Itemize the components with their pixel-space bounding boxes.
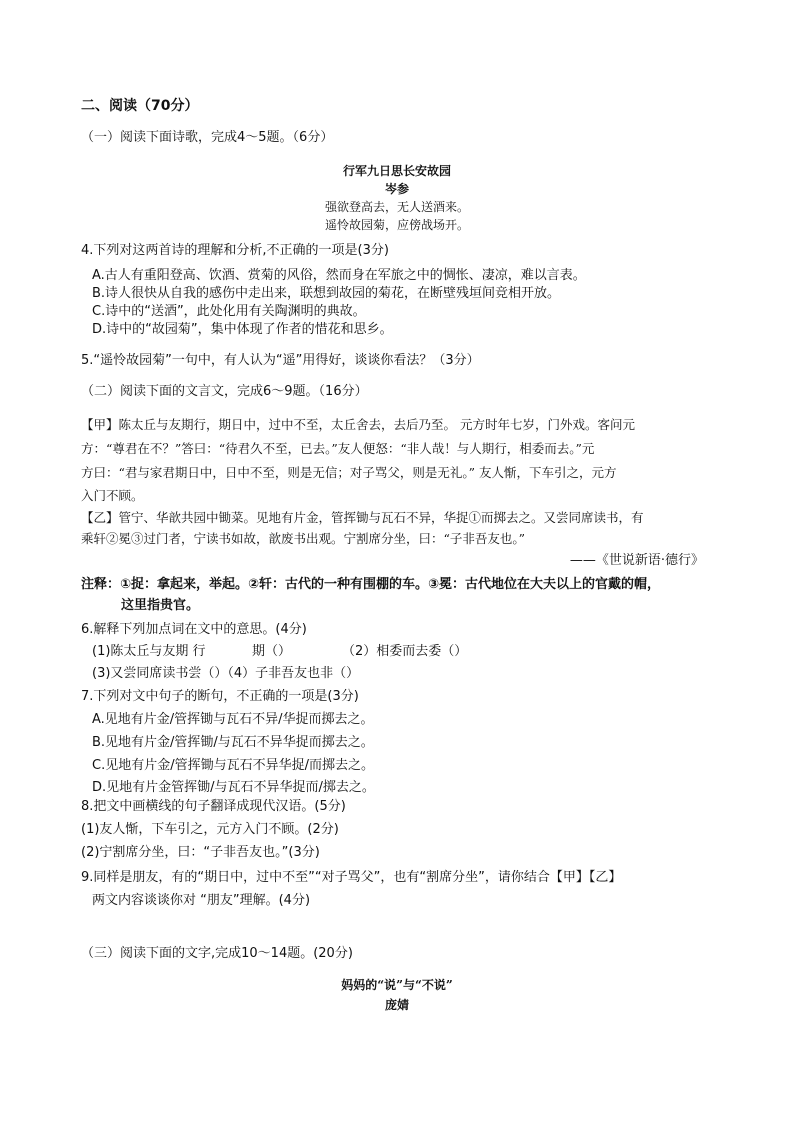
essay-title: 妈妈的“说”与“不说” — [341, 978, 453, 992]
jia-line-4: 入门不顾。 — [81, 488, 144, 503]
q8-item-1: (1)友人惭，下车引之，元方入门不顾。(2分) — [81, 822, 339, 837]
q8-stem: 8.把文中画横线的句子翻译成现代汉语。(5分) — [81, 799, 346, 814]
q7-option-b: B.见地有片金/管挥锄/与瓦石不异华捉而掷去之。 — [92, 735, 374, 750]
poem-line-2: 遥怜故园菊，应傍战场开。 — [324, 218, 469, 232]
q6-item-1: (1)陈太丘与友期 行 — [92, 644, 206, 659]
q4-option-d: D.诗中的“故园菊”，集中体现了作者的惜花和思乡。 — [92, 322, 393, 337]
q8-item-2: (2)宁割席分坐，曰：“子非吾友也。”(3分) — [81, 845, 320, 860]
notes-line-1: 注释：①捉：拿起来，举起。②轩：古代的一种有围棚的车。③冕：古代地位在大夫以上的官戴的帽， — [81, 577, 661, 592]
poem-title: 行军九日思长安故园 — [342, 164, 451, 178]
q4-stem: 4.下列对这两首诗的理解和分析,不正确的一项是(3分) — [81, 243, 389, 258]
q4-option-a: A.古人有重阳登高、饮酒、赏菊的风俗，然而身在军旅之中的惆怅、凄凉，难以言表。 — [92, 268, 586, 283]
q9-line-1: 9.同样是朋友，有的“期日中，过中不至”“对子骂父”，也有“割席分坐”，请你结合【甲】【乙】 — [81, 870, 622, 885]
q7-option-a: A.见地有片金/管挥锄与瓦石不异/华捉而掷去之。 — [92, 712, 374, 727]
part1-intro: （一）阅读下面诗歌，完成4～5题。（6分） — [81, 130, 334, 145]
q6-items-3-4: (3)又尝同席读书尝（）（4）子非吾友也非（） — [92, 666, 360, 681]
q4-option-b: B.诗人很快从自我的感伤中走出来，联想到故园的菊花，在断壁残垣间竞相开放。 — [92, 286, 561, 301]
q6-item-1-blank: 期（） — [252, 644, 292, 659]
essay-author: 庞婧 — [384, 998, 409, 1012]
q7-stem: 7.下列对文中句子的断句，不正确的一项是(3分) — [81, 689, 359, 704]
notes-line-2: 这里指贵官。 — [121, 598, 200, 613]
q7-option-d: D.见地有片金管挥锄/与瓦石不异华捉而/掷去之。 — [92, 780, 375, 795]
part2-intro: （二）阅读下面的文言文，完成6～9题。（16分） — [81, 384, 368, 399]
part3-intro: （三）阅读下面的文字,完成10～14题。(20分) — [81, 946, 353, 961]
q7-option-c: C.见地有片金/管挥锄与瓦石不异华捉/而掷去之。 — [92, 758, 374, 773]
yi-line-2: 乘轩②冕③过门者，宁读书如故，歆废书出观。宁割席分坐，曰：“子非吾友也。” — [81, 531, 526, 546]
q6-stem: 6.解释下列加点词在文中的意思。(4分) — [81, 622, 307, 637]
source-citation: ——《世说新语·德行》 — [569, 553, 704, 568]
section-title: 二、阅读（70分） — [81, 98, 199, 114]
q4-option-c: C.诗中的“送酒”，此处化用有关陶渊明的典故。 — [92, 304, 366, 319]
poem-author: 岑参 — [384, 182, 409, 196]
jia-line-2: 方：“尊君在不？”答曰：“待君久不至，已去。”友人便怒：“非人哉！与人期行，相委而去。”元 — [81, 441, 595, 456]
jia-line-1: 【甲】陈太丘与友期行，期日中，过中不至，太丘舍去，去后乃至。 元方时年七岁，门外戏。客问元 — [81, 417, 635, 432]
q9-line-2: 两文内容谈谈你对 “朋友”理解。(4分) — [92, 893, 311, 908]
poem-line-1: 强欲登高去，无人送酒来。 — [324, 200, 469, 214]
yi-line-1: 【乙】管宁、华歆共园中锄菜。见地有片金，管挥锄与瓦石不异，华捉①而掷去之。又尝同席读书，有 — [81, 510, 644, 525]
q6-item-2: （2）相委而去委（） — [342, 644, 468, 659]
jia-line-3: 方曰：“君与家君期日中，日中不至，则是无信；对子骂父，则是无礼。” 友人惭，下车引之，元方 — [81, 465, 617, 480]
q5: 5.“遥怜故园菊”一句中，有人认为“遥”用得好，谈谈你看法？（3分） — [81, 353, 480, 368]
